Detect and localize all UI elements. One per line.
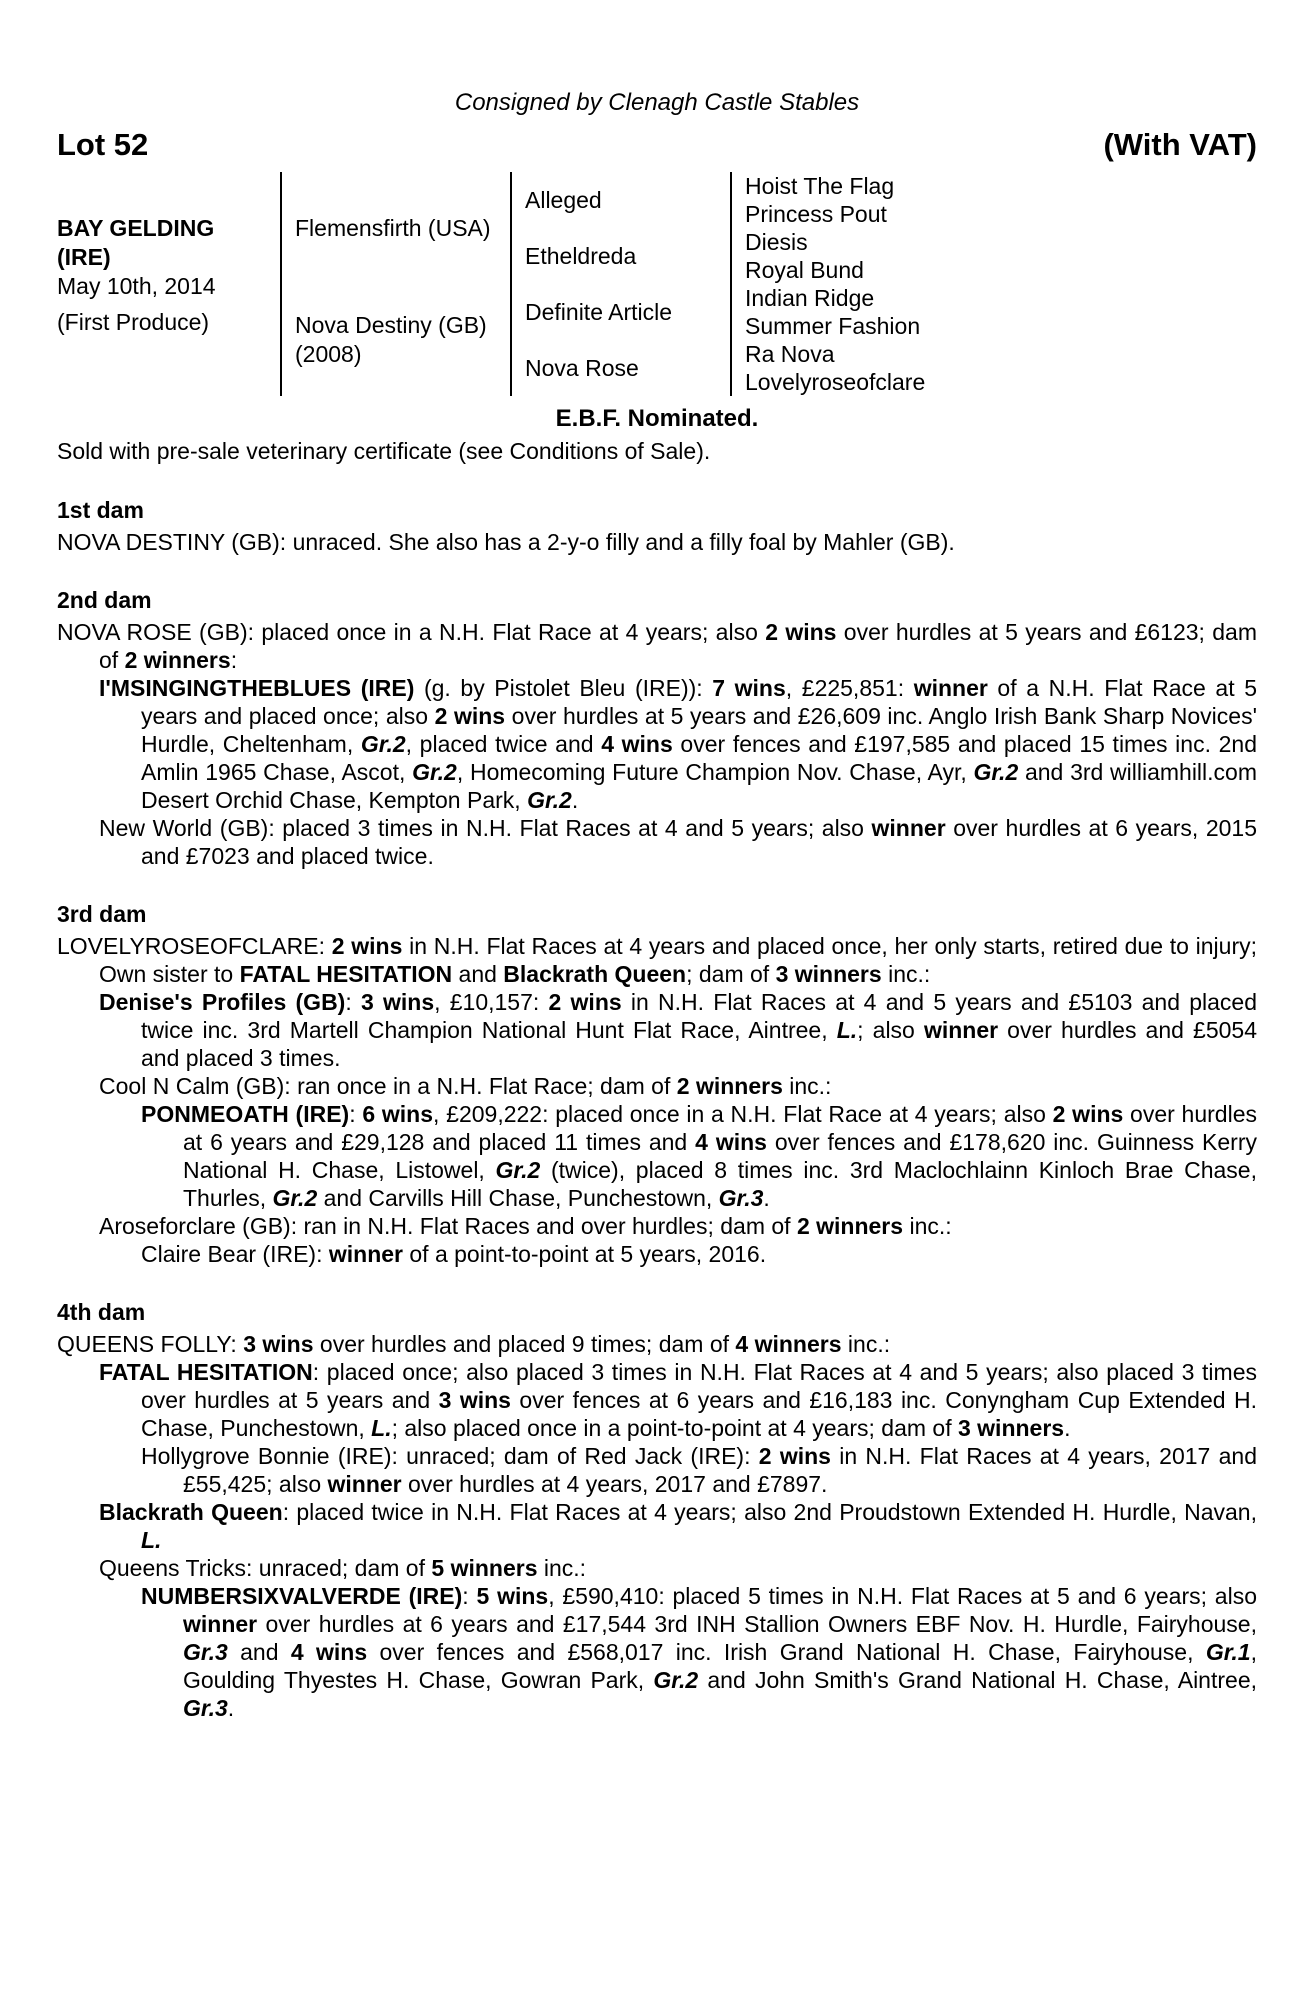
text-segment: over fences and £197,585 and placed 15 times inc. 2nd Amlin 1965 Chase, Ascot, bbox=[141, 731, 1257, 785]
text-segment: L. bbox=[371, 1415, 392, 1441]
text-segment: winner bbox=[183, 1611, 258, 1637]
sire-cell bbox=[295, 172, 510, 284]
text-segment: 2 wins bbox=[548, 989, 622, 1015]
text-segment: , Goulding Thyestes H. Chase, Gowran Park, bbox=[183, 1639, 1257, 1693]
text-segment: Queens Tricks: unraced; dam of bbox=[99, 1555, 432, 1581]
text-segment: Gr.2 bbox=[653, 1667, 699, 1693]
pedigree-paragraph bbox=[57, 1240, 1257, 1268]
text-segment: L. bbox=[141, 1527, 162, 1553]
dam-paragraphs bbox=[57, 528, 1257, 556]
text-segment: Blackrath Queen bbox=[99, 1499, 283, 1525]
vat-note: (With VAT) bbox=[1103, 127, 1257, 162]
subject-produce-note: (First Produce) bbox=[57, 309, 210, 335]
text-segment: 2 winners bbox=[676, 1073, 783, 1099]
text-segment: Hollygrove Bonnie (IRE): unraced; dam of Red Jack (IRE): bbox=[141, 1443, 759, 1469]
text-segment: NOVA DESTINY (GB): unraced. She also has a 2-y-o filly and a filly foal by Mahler (GB). bbox=[57, 529, 955, 555]
text-segment: 3 winners bbox=[775, 961, 882, 987]
pedigree-paragraph bbox=[57, 1582, 1257, 1722]
text-segment: I'MSINGINGTHEBLUES (IRE) bbox=[99, 675, 415, 701]
text-segment: 2 wins bbox=[1052, 1101, 1124, 1127]
text-segment: and bbox=[452, 961, 504, 987]
pedigree-subject-column bbox=[57, 172, 280, 396]
text-segment: Gr.3 bbox=[183, 1695, 228, 1721]
text-segment: Gr.2 bbox=[360, 731, 406, 757]
sire-name: Flemensfirth (USA) bbox=[295, 214, 491, 241]
lot-row bbox=[57, 126, 1257, 164]
dam-heading: 1st dam bbox=[57, 497, 144, 523]
text-segment: QUEENS FOLLY: bbox=[57, 1331, 244, 1357]
dam-section-1st bbox=[57, 496, 1257, 556]
pedigree-paragraph bbox=[57, 814, 1257, 870]
text-segment: 2 wins bbox=[331, 933, 403, 959]
dam-heading: 4th dam bbox=[57, 1299, 146, 1325]
great-grandparent-name: Ra Nova bbox=[745, 341, 835, 367]
subject-description: BAY GELDING (IRE) bbox=[57, 215, 215, 270]
text-segment: 4 wins bbox=[290, 1639, 368, 1665]
dam-paragraphs bbox=[57, 1330, 1257, 1722]
pedigree-table bbox=[57, 172, 1257, 396]
text-segment: . bbox=[763, 1185, 770, 1211]
text-segment: 5 wins bbox=[476, 1583, 549, 1609]
text-segment: 7 wins bbox=[712, 675, 786, 701]
text-segment: and 3rd williamhill.com Desert Orchid Chase, Kempton Park, bbox=[141, 759, 1257, 813]
text-segment: Denise's Profiles (GB) bbox=[99, 989, 346, 1015]
text-segment: over hurdles at 6 years, 2015 and £7023 and placed twice. bbox=[141, 815, 1257, 869]
text-segment: 3 wins bbox=[438, 1387, 511, 1413]
text-segment: : placed once; also placed 3 times in N.H. Flat Races at 4 and 5 years; also placed 3 times over hurdles at 5 years and bbox=[141, 1359, 1257, 1413]
text-segment: ; also placed once in a point-to-point at 4 years; dam of bbox=[391, 1415, 958, 1441]
grandparent-name: Etheldreda bbox=[525, 242, 637, 269]
text-segment: winner bbox=[913, 675, 988, 701]
pedigree-paragraph bbox=[57, 988, 1257, 1072]
text-segment: Gr.2 bbox=[412, 759, 457, 785]
text-segment: Claire Bear (IRE): bbox=[141, 1241, 329, 1267]
consignor-line: Consigned by Clenagh Castle Stables bbox=[454, 89, 860, 116]
text-segment: 6 wins bbox=[362, 1101, 434, 1127]
pedigree-paragraph bbox=[57, 618, 1257, 674]
dam-name: Nova Destiny (GB) (2008) bbox=[295, 312, 487, 367]
text-segment: Gr.2 bbox=[495, 1157, 541, 1183]
pedigree-paragraph bbox=[57, 1330, 1257, 1358]
text-segment: over hurdles at 6 years and £17,544 3rd INH Stallion Owners EBF Nov. H. Hurdle, Fairyhouse, bbox=[257, 1611, 1257, 1637]
text-segment: , £590,410: placed 5 times in N.H. Flat Races at 5 and 6 years; also bbox=[548, 1583, 1257, 1609]
text-segment: in N.H. Flat Races at 4 years and placed once, her only starts, retired due to injury; Own sister to bbox=[99, 933, 1258, 987]
great-grandparent-name: Hoist The Flag bbox=[745, 173, 895, 199]
great-grandparent-name: Diesis bbox=[745, 229, 808, 255]
text-segment: (twice), placed 8 times inc. 3rd Maclochlainn Kinloch Brae Chase, Thurles, bbox=[183, 1157, 1257, 1211]
grandparent-cell bbox=[525, 228, 730, 284]
text-segment: over hurdles and placed 9 times; dam of bbox=[313, 1331, 736, 1357]
text-segment: New World (GB): placed 3 times in N.H. Flat Races at 4 and 5 years; also bbox=[99, 815, 872, 841]
text-segment: in N.H. Flat Races at 4 and 5 years and £5103 and placed twice inc. 3rd Martell Champion National Hunt Flat Race, Aintree, bbox=[141, 989, 1258, 1043]
text-segment: in N.H. Flat Races at 4 years, 2017 and £55,425; also bbox=[183, 1443, 1258, 1497]
text-segment: : bbox=[349, 1101, 363, 1127]
grandparent-name: Nova Rose bbox=[525, 354, 639, 381]
text-segment: . bbox=[227, 1695, 235, 1721]
dam-paragraphs bbox=[57, 618, 1257, 870]
text-segment: ; also bbox=[857, 1017, 924, 1043]
text-segment: Gr.1 bbox=[1205, 1639, 1251, 1665]
grandparent-cell bbox=[525, 172, 730, 228]
pedigree-paragraph bbox=[57, 1498, 1257, 1554]
text-segment: over fences and £178,620 inc. Guinness Kerry National H. Chase, Listowel, bbox=[183, 1129, 1258, 1183]
text-segment: 4 wins bbox=[601, 731, 673, 757]
pedigree-paragraph bbox=[57, 1072, 1257, 1100]
text-segment: inc.: bbox=[841, 1331, 891, 1357]
pedigree-paragraph bbox=[57, 1358, 1257, 1442]
grandparent-name: Alleged bbox=[525, 186, 602, 213]
text-segment: over hurdles and £5054 and placed 3 times. bbox=[141, 1017, 1257, 1071]
text-segment: and Carvills Hill Chase, Punchestown, bbox=[317, 1185, 719, 1211]
pedigree-paragraph bbox=[57, 1212, 1257, 1240]
dam-section-2nd bbox=[57, 586, 1257, 870]
text-segment: PONMEOATH (IRE) bbox=[141, 1101, 350, 1127]
veterinary-notice: Sold with pre-sale veterinary certificate (see Conditions of Sale). bbox=[57, 438, 711, 464]
text-segment: . bbox=[571, 787, 579, 813]
dam-section-4th bbox=[57, 1298, 1257, 1722]
text-segment: , £209,222: placed once in a N.H. Flat Race at 4 years; also bbox=[433, 1101, 1053, 1127]
dam-cell bbox=[295, 284, 510, 396]
text-segment: NOVA ROSE (GB): placed once in a N.H. Flat Race at 4 years; also bbox=[57, 619, 766, 645]
text-segment: : bbox=[345, 989, 361, 1015]
great-grandparent-name: Royal Bund bbox=[745, 257, 864, 283]
great-grandparent-name: Indian Ridge bbox=[745, 285, 875, 311]
pedigree-paragraph bbox=[57, 1442, 1257, 1498]
text-segment: 2 winners bbox=[124, 647, 231, 673]
text-segment: FATAL HESITATION bbox=[99, 1359, 313, 1385]
great-grandparent-name: Lovelyroseofclare bbox=[745, 369, 926, 395]
text-segment: over fences and £568,017 inc. Irish Grand National H. Chase, Fairyhouse, bbox=[367, 1639, 1206, 1665]
dam-paragraphs bbox=[57, 932, 1257, 1268]
text-segment: winner bbox=[328, 1241, 403, 1267]
text-segment: 3 wins bbox=[243, 1331, 314, 1357]
pedigree-paragraph bbox=[57, 932, 1257, 988]
lot-number: Lot 52 bbox=[57, 127, 149, 162]
text-segment: ; dam of bbox=[686, 961, 776, 987]
text-segment: Gr.2 bbox=[272, 1185, 318, 1211]
grandparent-name: Definite Article bbox=[525, 298, 673, 325]
pedigree-parents-column bbox=[280, 172, 510, 396]
text-segment: 2 winners bbox=[796, 1213, 904, 1239]
great-grandparent-name: Summer Fashion bbox=[745, 313, 921, 339]
text-segment: 3 winners bbox=[957, 1415, 1065, 1441]
text-segment: and John Smith's Grand National H. Chase, Aintree, bbox=[698, 1667, 1257, 1693]
text-segment: L. bbox=[836, 1017, 858, 1043]
text-segment: LOVELYROSEOFCLARE: bbox=[57, 933, 332, 959]
subject-foaling-date: May 10th, 2014 bbox=[57, 273, 216, 299]
text-segment: of a point-to-point at 5 years, 2016. bbox=[403, 1241, 767, 1267]
pedigree-great-grandparents-column bbox=[730, 172, 1257, 396]
text-segment: Gr.3 bbox=[718, 1185, 764, 1211]
text-segment: inc.: bbox=[881, 961, 931, 987]
text-segment: and bbox=[227, 1639, 291, 1665]
text-segment: 5 winners bbox=[431, 1555, 538, 1581]
pedigree-paragraph bbox=[57, 1100, 1257, 1212]
pedigree-paragraph bbox=[57, 528, 1257, 556]
text-segment: , placed twice and bbox=[405, 731, 602, 757]
text-segment: 2 wins bbox=[765, 619, 837, 645]
text-segment: Gr.3 bbox=[183, 1639, 228, 1665]
text-segment: inc.: bbox=[782, 1073, 832, 1099]
text-segment: winner bbox=[871, 815, 946, 841]
text-segment: (g. by Pistolet Bleu (IRE)): bbox=[414, 675, 713, 701]
text-segment: over hurdles at 6 years and £29,128 and placed 11 times and bbox=[183, 1101, 1257, 1155]
pedigree-grandparents-column bbox=[510, 172, 730, 396]
pedigree-paragraph bbox=[57, 1554, 1257, 1582]
text-segment: 2 wins bbox=[758, 1443, 831, 1469]
dam-heading: 3rd dam bbox=[57, 901, 147, 927]
text-segment: 3 wins bbox=[360, 989, 435, 1015]
dam-section-3rd bbox=[57, 900, 1257, 1268]
text-segment: Aroseforclare (GB): ran in N.H. Flat Races and over hurdles; dam of bbox=[99, 1213, 797, 1239]
text-segment: winner bbox=[923, 1017, 999, 1043]
text-segment: : placed twice in N.H. Flat Races at 4 years; also 2nd Proudstown Extended H. Hurdle, Navan, bbox=[282, 1499, 1257, 1525]
text-segment: : bbox=[230, 647, 238, 673]
ebf-nominated-line: E.B.F. Nominated. bbox=[555, 405, 759, 432]
text-segment: Blackrath Queen bbox=[503, 961, 687, 987]
text-segment: : bbox=[462, 1583, 477, 1609]
text-segment: Cool N Calm (GB): ran once in a N.H. Flat Race; dam of bbox=[99, 1073, 677, 1099]
text-segment: over hurdles at 5 years and £6123; dam of bbox=[99, 619, 1257, 673]
dam-heading: 2nd dam bbox=[57, 587, 152, 613]
grandparent-cell bbox=[525, 284, 730, 340]
great-grandparent-name: Princess Pout bbox=[745, 201, 887, 227]
pedigree-paragraph bbox=[57, 674, 1257, 814]
text-segment: winner bbox=[327, 1471, 402, 1497]
text-segment: NUMBERSIXVALVERDE (IRE) bbox=[141, 1583, 463, 1609]
text-segment: 2 wins bbox=[434, 703, 506, 729]
text-segment: over hurdles at 4 years, 2017 and £7897. bbox=[401, 1471, 828, 1497]
text-segment: inc.: bbox=[903, 1213, 952, 1239]
text-segment: inc.: bbox=[537, 1555, 587, 1581]
text-segment: 4 wins bbox=[695, 1129, 767, 1155]
text-segment: 4 winners bbox=[735, 1331, 842, 1357]
text-segment: . bbox=[1064, 1415, 1071, 1441]
text-segment: Gr.2 bbox=[973, 759, 1019, 785]
dam-sections bbox=[57, 496, 1257, 1722]
text-segment: Gr.2 bbox=[527, 787, 572, 813]
text-segment: FATAL HESITATION bbox=[239, 961, 453, 987]
text-segment: , Homecoming Future Champion Nov. Chase, Ayr, bbox=[456, 759, 974, 785]
text-segment: over fences at 6 years and £16,183 inc. Conyngham Cup Extended H. Chase, Punchestown, bbox=[141, 1387, 1258, 1441]
grandparent-cell bbox=[525, 340, 730, 396]
text-segment: over hurdles at 5 years and £26,609 inc. Anglo Irish Bank Sharp Novices' Hurdle, Cheltenham, bbox=[141, 703, 1257, 757]
text-segment: , £225,851: bbox=[785, 675, 914, 701]
text-segment: , £10,157: bbox=[434, 989, 549, 1015]
text-segment: of a N.H. Flat Race at 5 years and placed once; also bbox=[141, 675, 1258, 729]
